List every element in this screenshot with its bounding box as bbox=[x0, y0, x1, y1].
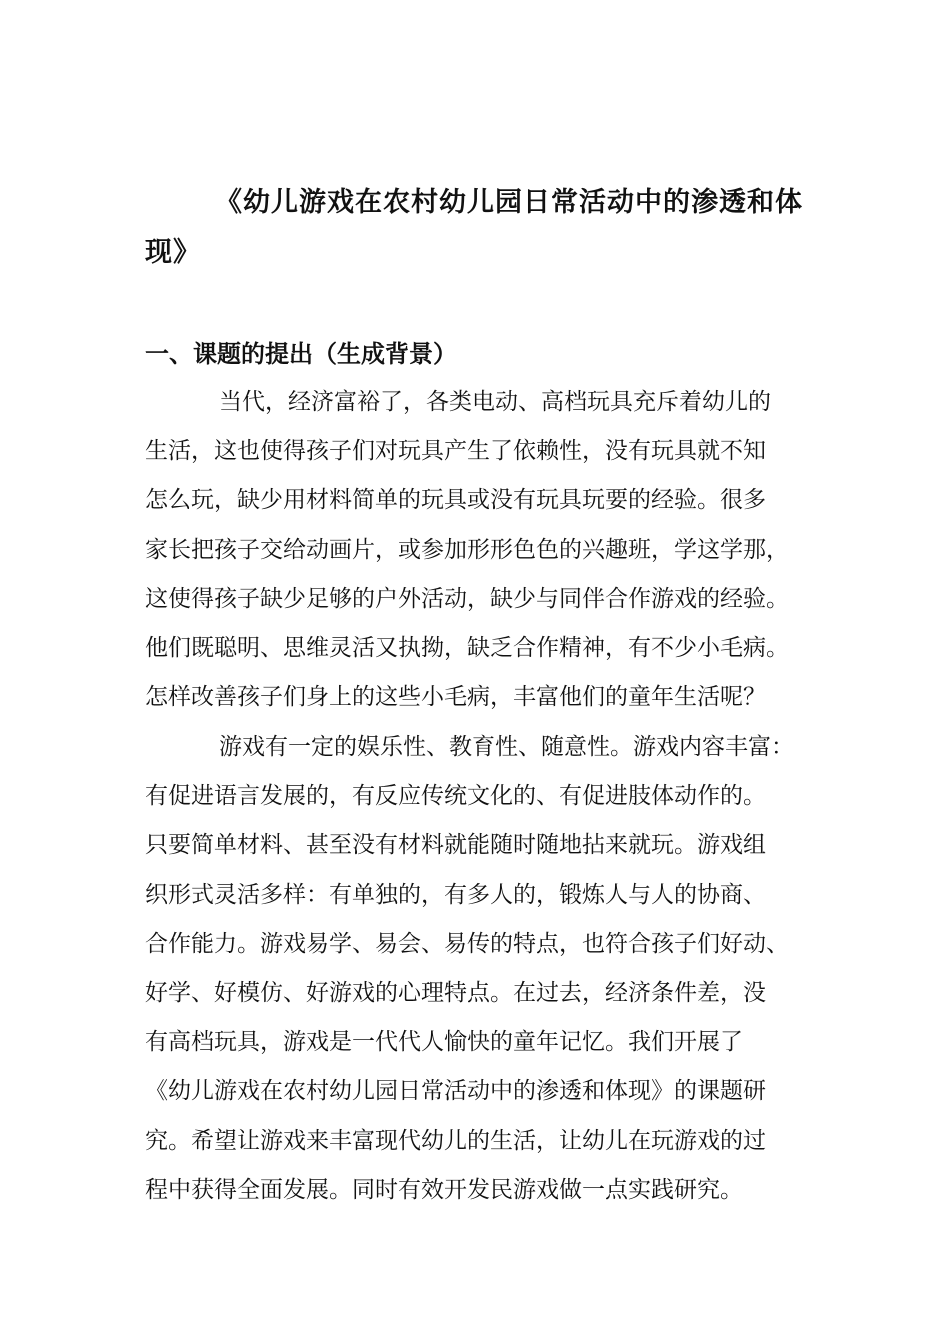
paragraph-line: 怎么玩，缺少用材料简单的玩具或没有玩具玩要的经验。很多 bbox=[145, 487, 766, 514]
paragraph-line: 程中获得全面发展。同时有效开发民游戏做一点实践研究。 bbox=[145, 1176, 743, 1203]
paragraph-line: 怎样改善孩子们身上的这些小毛病，丰富他们的童年生活呢？ bbox=[145, 684, 766, 711]
paragraph-line: 有高档玩具，游戏是一代代人愉快的童年记忆。我们开展了 bbox=[145, 1029, 743, 1056]
paragraph-line: 好学、好模仿、好游戏的心理特点。在过去，经济条件差，没 bbox=[145, 980, 766, 1007]
paragraph-line: 这使得孩子缺少足够的户外活动，缺少与同伴合作游戏的经验。 bbox=[145, 585, 789, 612]
paragraph-background-2 bbox=[145, 723, 825, 1215]
title-line-1: 《幼儿游戏在农村幼儿园日常活动中的渗透和体 bbox=[215, 187, 803, 218]
paragraph-line: 生活，这也使得孩子们对玩具产生了依赖性，没有玩具就不知 bbox=[145, 438, 766, 465]
section-heading: 一、课题的提出（生成背景） bbox=[145, 339, 457, 368]
paragraph-line: 游戏有一定的娱乐性、教育性、随意性。游戏内容丰富： bbox=[219, 734, 794, 760]
paragraph-line: 织形式灵活多样：有单独的，有多人的，锻炼人与人的协商、 bbox=[145, 881, 766, 908]
paragraph-background-1 bbox=[145, 378, 825, 722]
paragraph-line: 究。希望让游戏来丰富现代幼儿的生活，让幼儿在玩游戏的过 bbox=[145, 1127, 766, 1154]
paragraph-line: 有促进语言发展的，有反应传统文化的、有促进肢体动作的。 bbox=[145, 783, 766, 810]
paragraph-line: 家长把孩子交给动画片，或参加形形色色的兴趣班，学这学那， bbox=[145, 536, 789, 563]
paragraph-line: 合作能力。游戏易学、易会、易传的特点，也符合孩子们好动、 bbox=[145, 930, 789, 957]
paragraph-line: 当代，经济富裕了，各类电动、高档玩具充斥着幼儿的 bbox=[219, 389, 771, 415]
paragraph-line: 他们既聪明、思维灵活又执拗，缺乏合作精神，有不少小毛病。 bbox=[145, 635, 789, 662]
document-title bbox=[145, 178, 825, 278]
title-line-2: 现》 bbox=[145, 237, 201, 268]
paragraph-line: 只要简单材料、甚至没有材料就能随时随地拈来就玩。游戏组 bbox=[145, 832, 766, 859]
paragraph-line: 《幼儿游戏在农村幼儿园日常活动中的渗透和体现》的课题研 bbox=[145, 1078, 766, 1105]
